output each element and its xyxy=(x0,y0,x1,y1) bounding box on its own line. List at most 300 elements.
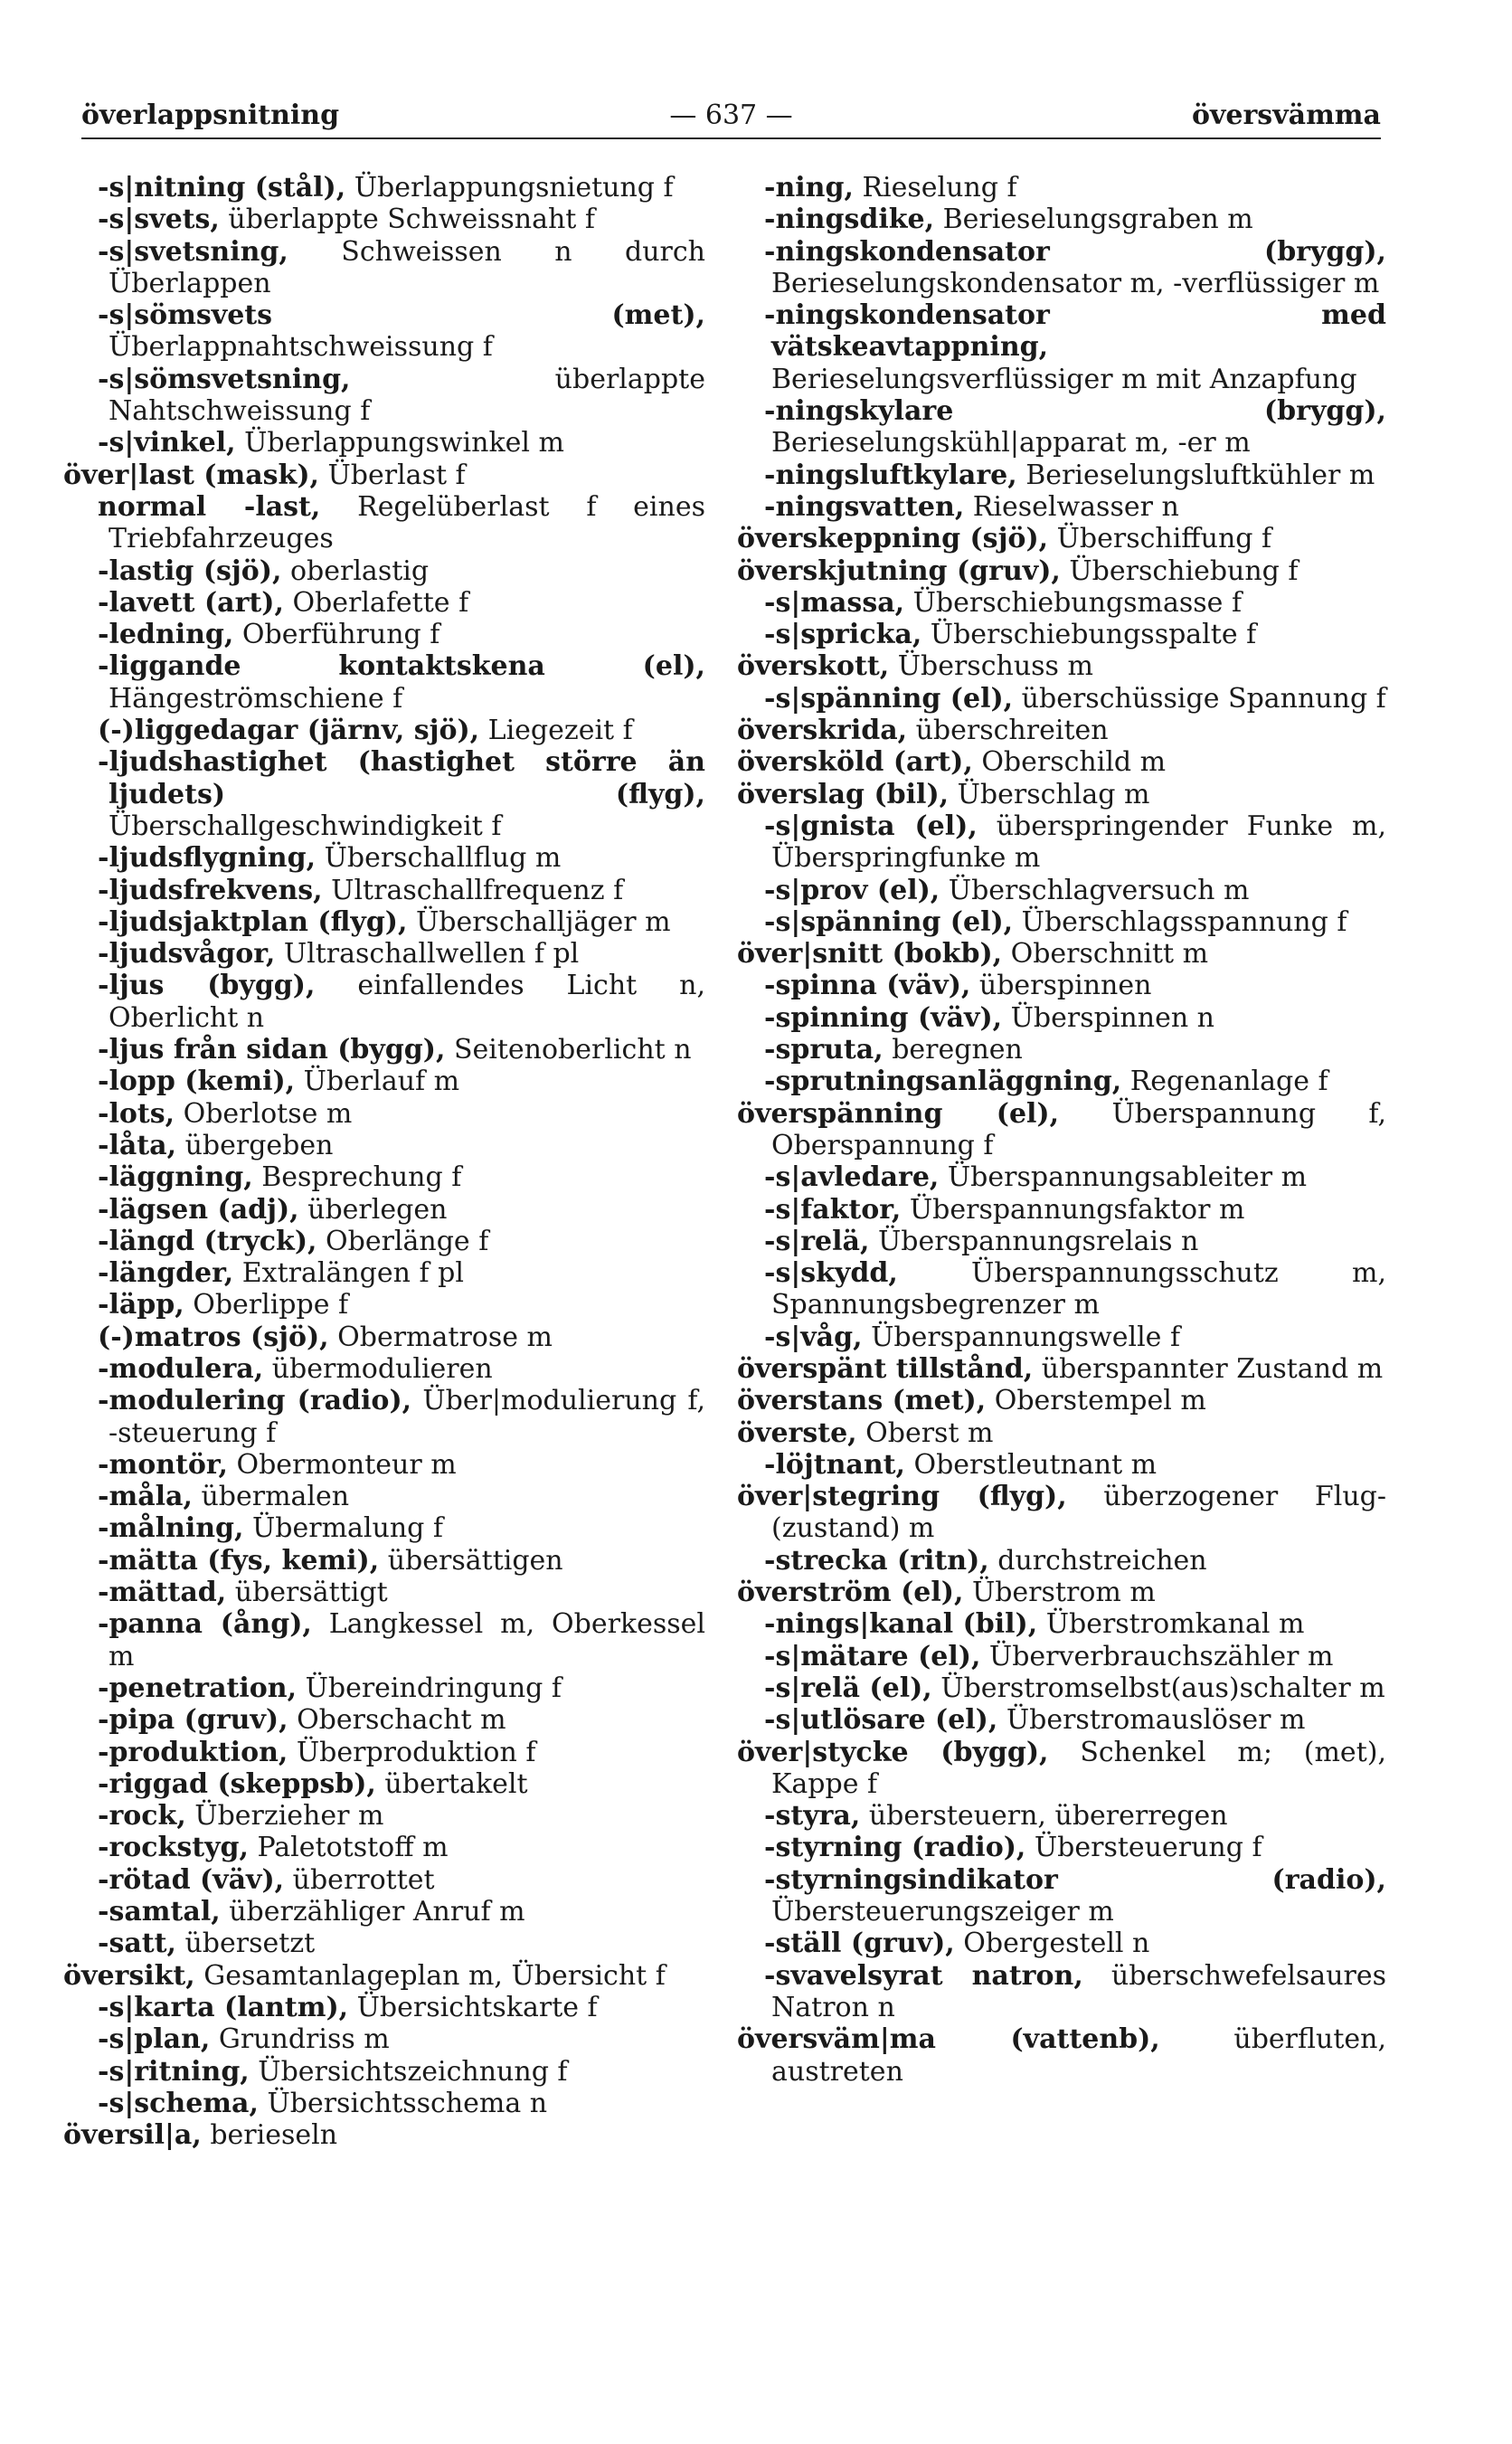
entry-translation: übersteuern, übererregen xyxy=(860,1800,1228,1833)
entry-translation: Oberlafette f xyxy=(283,586,469,619)
entry-headword: -s|sömsvets (met), xyxy=(98,299,705,332)
sub-entry xyxy=(63,938,705,970)
sub-entry xyxy=(737,1002,1386,1034)
entry-headword: -s|skydd, xyxy=(764,1257,898,1290)
entry-translation: Überspannung f, Oberspannung f xyxy=(771,1097,1386,1161)
sub-entry xyxy=(737,1257,1386,1321)
entry-headword: översväm|ma (vattenb), xyxy=(737,2023,1160,2056)
sub-entry xyxy=(737,1960,1386,2024)
entry-translation: Obermatrose m xyxy=(328,1321,553,1353)
entry-headword: översköld (art), xyxy=(737,746,973,779)
entry-headword: överskrida, xyxy=(737,715,908,747)
entry-headword: -strecka (ritn), xyxy=(764,1544,989,1577)
entry-translation: Paletotstoff m xyxy=(248,1832,449,1864)
entry-headword: -ljudsjaktplan (flyg), xyxy=(98,905,408,938)
sub-entry xyxy=(63,1704,705,1736)
entry-translation: Berieselungsgraben m xyxy=(934,204,1253,236)
main-entry xyxy=(737,650,1386,682)
sub-entry xyxy=(63,1992,705,2023)
sub-entry xyxy=(63,555,705,587)
entry-headword: -målning, xyxy=(98,1512,244,1545)
sub-entry xyxy=(63,1098,705,1130)
entry-headword: -styra, xyxy=(764,1800,861,1833)
entry-headword: -s|massa, xyxy=(764,586,905,619)
entry-translation: Besprechung f xyxy=(252,1161,462,1194)
entry-headword: överspänt tillstånd, xyxy=(737,1352,1034,1385)
entry-headword: -s|karta (lantm), xyxy=(98,1991,349,2023)
entry-headword: -ningsdike, xyxy=(764,204,935,236)
sub-entry xyxy=(63,746,705,842)
entry-headword: -ställ (gruv), xyxy=(764,1928,955,1960)
entry-translation: Überverbrauchszähler m xyxy=(980,1640,1334,1672)
main-entry xyxy=(737,1385,1386,1416)
entry-headword: -ledning, xyxy=(98,619,234,651)
main-entry xyxy=(737,715,1386,746)
entry-translation: Extralängen f pl xyxy=(233,1257,464,1290)
entry-headword: -satt, xyxy=(98,1928,176,1960)
sub-entry xyxy=(63,236,705,300)
sub-entry xyxy=(737,1641,1386,1672)
sub-entry xyxy=(737,299,1386,395)
sub-entry xyxy=(737,1449,1386,1481)
entry-translation: Übereindringung f xyxy=(297,1672,562,1704)
entry-translation: Übersteuerungszeiger m xyxy=(771,1896,1114,1928)
entry-translation: überlegen xyxy=(298,1193,448,1226)
sub-entry xyxy=(63,1161,705,1193)
entry-translation: Seitenoberlicht n xyxy=(445,1034,692,1066)
entry-translation: Überschiebungsspalte f xyxy=(921,619,1257,651)
entry-headword: -spruta, xyxy=(764,1034,884,1066)
entry-headword: -s|våg, xyxy=(764,1321,863,1353)
entry-translation: übermodulieren xyxy=(263,1352,493,1385)
sub-entry xyxy=(737,970,1386,1001)
entry-translation: überlappte Schweissnaht f xyxy=(219,204,595,236)
entry-translation: oberlastig xyxy=(281,554,430,587)
entry-translation: Überschlagversuch m xyxy=(940,874,1250,906)
sub-entry xyxy=(63,875,705,906)
entry-translation: Übersichtszeichnung f xyxy=(249,2055,568,2088)
entry-translation: Regelüberlast f eines Triebfahrzeuges xyxy=(109,490,705,555)
entry-headword: -måla, xyxy=(98,1481,193,1513)
sub-entry xyxy=(63,204,705,235)
sub-entry xyxy=(737,1034,1386,1066)
entry-translation: überschreiten xyxy=(907,715,1109,747)
entry-headword: -s|faktor, xyxy=(764,1193,902,1226)
entry-headword: -ljudsfrekvens, xyxy=(98,874,323,906)
main-entry xyxy=(737,1577,1386,1608)
sub-entry xyxy=(737,1226,1386,1257)
left-column xyxy=(63,172,705,2151)
sub-entry xyxy=(63,715,705,746)
sub-entry xyxy=(737,395,1386,459)
entry-translation: Berieselungskondensator m, -verflüssiger m xyxy=(771,267,1380,299)
entry-translation: Über|modulierung f, -steuerung f xyxy=(109,1385,706,1449)
entry-headword: överskott, xyxy=(737,650,890,683)
sub-entry xyxy=(63,1737,705,1768)
main-entry xyxy=(737,1737,1386,1801)
main-entry xyxy=(737,1353,1386,1385)
entry-headword: -samtal, xyxy=(98,1896,221,1928)
entry-translation: Überschiebung f xyxy=(1060,554,1299,587)
entry-translation: überfluten, austreten xyxy=(771,2023,1387,2088)
main-entry xyxy=(737,938,1386,970)
sub-entry xyxy=(737,1672,1386,1704)
entry-translation: Überlappnahtschweissung f xyxy=(109,331,493,364)
entry-headword: -liggande kontaktskena (el), xyxy=(98,650,705,683)
entry-translation: Schweissen n durch Überlappen xyxy=(109,235,705,299)
main-entry xyxy=(737,779,1386,810)
entry-headword: -lots, xyxy=(98,1097,175,1130)
entry-headword: -panna (ång), xyxy=(98,1608,312,1641)
entry-translation: Übersteuerung f xyxy=(1025,1832,1262,1864)
entry-headword: -spinning (väv), xyxy=(764,1001,1003,1034)
entry-headword: (-)liggedagar (järnv, sjö), xyxy=(98,715,480,747)
entry-translation: Obergestell n xyxy=(954,1928,1150,1960)
sub-entry xyxy=(63,427,705,459)
entry-headword: över|snitt (bokb), xyxy=(737,938,1003,971)
entry-translation: Grundriss m xyxy=(210,2023,390,2056)
entry-translation: überlappte Nahtschweissung f xyxy=(109,363,705,428)
main-entry xyxy=(63,1960,705,1992)
entry-headword: -ljudsflygning, xyxy=(98,842,317,875)
entry-headword: -s|gnista (el), xyxy=(764,810,978,842)
entry-headword: -s|relä, xyxy=(764,1225,870,1257)
sub-entry xyxy=(737,1608,1386,1640)
entry-headword: överste, xyxy=(737,1416,857,1449)
entry-headword: -sprutningsanläggning, xyxy=(764,1066,1122,1098)
entry-translation: Überspinnen n xyxy=(1002,1001,1214,1034)
sub-entry xyxy=(737,875,1386,906)
entry-headword: överstans (met), xyxy=(737,1385,987,1417)
entry-translation: übermalen xyxy=(192,1481,350,1513)
sub-entry xyxy=(63,2023,705,2055)
entry-translation: Oberschnitt m xyxy=(1002,938,1209,971)
main-entry xyxy=(63,2119,705,2151)
entry-translation: Überschiffung f xyxy=(1048,523,1272,555)
entry-headword: -ningskondensator (brygg), xyxy=(764,235,1386,268)
entry-translation: Überstromkanal m xyxy=(1037,1608,1305,1641)
entry-headword: -modulering (radio), xyxy=(98,1385,412,1417)
entry-headword: översil|a, xyxy=(63,2119,202,2152)
sub-entry xyxy=(63,1545,705,1577)
main-entry xyxy=(63,459,705,491)
entry-headword: översikt, xyxy=(63,1959,195,1992)
entry-translation: Berieselungsluftkühler m xyxy=(1016,459,1375,491)
sub-entry xyxy=(63,1832,705,1863)
sub-entry xyxy=(737,1161,1386,1193)
entry-translation: Oberst m xyxy=(856,1416,994,1449)
entry-translation: überspannter Zustand m xyxy=(1033,1352,1384,1385)
sub-entry xyxy=(63,906,705,938)
entry-translation: Überschallgeschwindigkeit f xyxy=(109,810,502,842)
entry-translation: übersättigt xyxy=(226,1577,388,1609)
entry-headword: -s|relä (el), xyxy=(764,1672,932,1704)
sub-entry xyxy=(737,459,1386,491)
entry-headword: -läggning, xyxy=(98,1161,253,1194)
entry-headword: -mättad, xyxy=(98,1577,227,1609)
entry-headword: -ningsvatten, xyxy=(764,490,965,523)
main-entry xyxy=(737,1098,1386,1162)
sub-entry xyxy=(63,970,705,1034)
entry-translation: Oberschild m xyxy=(972,746,1167,779)
entry-translation: Übersichtsschema n xyxy=(258,2087,548,2119)
entry-headword: -s|avledare, xyxy=(764,1161,940,1194)
sub-entry xyxy=(63,1896,705,1928)
entry-headword: över|stycke (bygg), xyxy=(737,1736,1049,1768)
entry-headword: överström (el), xyxy=(737,1577,964,1609)
entry-headword: -s|sömsvetsning, xyxy=(98,363,351,395)
entry-headword: överskjutning (gruv), xyxy=(737,554,1061,587)
entry-translation: Überspannungsableiter m xyxy=(939,1161,1308,1194)
entry-headword: -pipa (gruv), xyxy=(98,1704,288,1737)
sub-entry xyxy=(63,1226,705,1257)
entry-headword: -penetration, xyxy=(98,1672,298,1704)
sub-entry xyxy=(63,2056,705,2088)
sub-entry xyxy=(63,1130,705,1161)
entry-translation: Überschlag m xyxy=(949,778,1150,810)
main-entry xyxy=(737,1417,1386,1449)
main-entry xyxy=(737,555,1386,587)
entry-headword: -s|svets, xyxy=(98,204,220,236)
entry-headword: överslag (bil), xyxy=(737,778,950,810)
entry-translation: überzogener Flug-(zustand) m xyxy=(771,1481,1387,1545)
entry-translation: durchstreichen xyxy=(988,1544,1207,1577)
sub-entry xyxy=(737,1194,1386,1226)
entry-headword: (-)matros (sjö), xyxy=(98,1321,329,1353)
entry-translation: überschwefelsaures Natron n xyxy=(771,1959,1387,2023)
entry-headword: -nings|kanal (bil), xyxy=(764,1608,1038,1641)
entry-translation: überzähliger Anruf m xyxy=(220,1896,525,1928)
entry-translation: Ultraschallwellen f pl xyxy=(275,938,580,971)
sub-entry xyxy=(737,1800,1386,1832)
entry-translation: Überschalljäger m xyxy=(407,905,671,938)
entry-translation: überschüssige Spannung f xyxy=(1013,682,1386,715)
main-entry xyxy=(737,746,1386,778)
entry-headword: -s|plan, xyxy=(98,2023,211,2056)
sub-entry xyxy=(737,1545,1386,1577)
sub-entry xyxy=(63,1768,705,1800)
right-column xyxy=(737,172,1386,2088)
entry-headword: -s|ritning, xyxy=(98,2055,250,2088)
running-head-last-entry: översvämma xyxy=(1191,99,1381,131)
sub-entry xyxy=(63,1481,705,1512)
sub-entry xyxy=(737,1832,1386,1863)
sub-entry xyxy=(737,204,1386,235)
entry-translation: Oberlänge f xyxy=(317,1225,489,1257)
entry-translation: Oberlotse m xyxy=(175,1097,353,1130)
sub-entry xyxy=(63,172,705,204)
entry-headword: -ningskondensator med vätskeavtappning, xyxy=(764,299,1386,364)
entry-headword: -ljudsvågor, xyxy=(98,938,276,971)
sub-entry xyxy=(63,1449,705,1481)
entry-translation: übertakelt xyxy=(375,1767,528,1800)
entry-headword: -s|spricka, xyxy=(764,619,922,651)
entry-translation: überrottet xyxy=(284,1863,435,1896)
entry-translation: Überschuss m xyxy=(889,650,1093,683)
entry-translation: berieseln xyxy=(201,2119,338,2152)
entry-translation: Überlappungswinkel m xyxy=(235,427,564,459)
entry-headword: -spinna (väv), xyxy=(764,970,971,1002)
running-head-first-entry: överlappsnitning xyxy=(81,99,340,131)
main-entry xyxy=(737,523,1386,554)
sub-entry xyxy=(63,299,705,364)
entry-headword: -svavelsyrat natron, xyxy=(764,1959,1083,1992)
entry-headword: -s|utlösare (el), xyxy=(764,1704,998,1737)
entry-headword: -ningsluftkylare, xyxy=(764,459,1017,491)
entry-translation: Überspannungsfaktor m xyxy=(901,1193,1245,1226)
entry-translation: Obermonteur m xyxy=(227,1448,457,1481)
sub-entry xyxy=(63,842,705,874)
sub-entry xyxy=(63,2088,705,2119)
entry-translation: Überproduktion f xyxy=(288,1736,536,1768)
entry-headword: -löjtnant, xyxy=(764,1448,905,1481)
entry-headword: -lägsen (adj), xyxy=(98,1193,299,1226)
sub-entry xyxy=(63,1194,705,1226)
entry-translation: Überschiebungsmasse f xyxy=(904,586,1243,619)
sub-entry xyxy=(63,1289,705,1321)
sub-entry xyxy=(737,906,1386,938)
entry-headword: -riggad (skeppsb), xyxy=(98,1767,376,1800)
sub-entry xyxy=(737,1864,1386,1928)
entry-translation: Berieselungsverflüssiger m mit Anzapfung xyxy=(771,363,1357,395)
entry-translation: Oberstleutnant m xyxy=(904,1448,1158,1481)
entry-headword: -låta, xyxy=(98,1129,177,1161)
sub-entry xyxy=(63,1353,705,1385)
entry-headword: överspänning (el), xyxy=(737,1097,1060,1130)
sub-entry xyxy=(63,1800,705,1832)
entry-headword: -rötad (väv), xyxy=(98,1863,285,1896)
entry-translation: Überspannungsschutz m, Spannungsbegrenzer m xyxy=(771,1257,1386,1321)
entry-translation: überspinnen xyxy=(970,970,1152,1002)
sub-entry xyxy=(63,1672,705,1704)
entry-headword: -styrning (radio), xyxy=(764,1832,1026,1864)
entry-headword: -rock, xyxy=(98,1800,186,1833)
sub-entry xyxy=(737,1928,1386,1959)
sub-entry xyxy=(63,1864,705,1896)
sub-entry xyxy=(737,236,1386,300)
entry-translation: Langkessel m, Oberkessel m xyxy=(109,1608,706,1672)
entry-translation: Überlappungsnietung f xyxy=(345,172,674,204)
entry-translation: Überschlagsspannung f xyxy=(1013,905,1347,938)
entry-headword: -s|schema, xyxy=(98,2087,259,2119)
entry-translation: einfallendes Licht n, Oberlicht n xyxy=(109,970,705,1034)
entry-translation: übersättigen xyxy=(379,1544,563,1577)
entry-headword: -ning, xyxy=(764,172,854,204)
entry-translation: Rieselung f xyxy=(853,172,1017,204)
sub-entry xyxy=(737,1704,1386,1736)
entry-translation: beregnen xyxy=(883,1034,1023,1066)
sub-entry xyxy=(63,1321,705,1353)
entry-translation: Regenanlage f xyxy=(1121,1066,1328,1098)
sub-entry xyxy=(63,587,705,619)
sub-entry xyxy=(737,491,1386,523)
sub-entry xyxy=(63,1257,705,1289)
entry-headword: -s|prov (el), xyxy=(764,874,940,906)
entry-translation: Überspannungswelle f xyxy=(862,1321,1181,1353)
main-entry xyxy=(737,2023,1386,2088)
sub-entry xyxy=(737,810,1386,875)
sub-entry xyxy=(63,1512,705,1544)
entry-translation: Oberführung f xyxy=(233,619,440,651)
entry-headword: -s|vinkel, xyxy=(98,427,236,459)
entry-translation: Liegezeit f xyxy=(479,715,633,747)
entry-headword: -s|spänning (el), xyxy=(764,905,1014,938)
entry-headword: -s|mätare (el), xyxy=(764,1640,981,1672)
sub-entry xyxy=(63,1385,705,1449)
entry-translation: Überschallflug m xyxy=(316,842,562,875)
entry-translation: übersetzt xyxy=(175,1928,316,1960)
entry-headword: -rockstyg, xyxy=(98,1832,249,1864)
entry-headword: över|stegring (flyg), xyxy=(737,1481,1067,1513)
entry-headword: -lopp (kemi), xyxy=(98,1066,296,1098)
entry-headword: -läpp, xyxy=(98,1289,184,1321)
entry-translation: Berieselungskühl|apparat m, -er m xyxy=(771,427,1251,459)
entry-translation: überspringender Funke m, Überspringfunke m xyxy=(771,810,1386,875)
entry-translation: Rieselwasser n xyxy=(964,490,1179,523)
entry-translation: Schenkel m; (met), Kappe f xyxy=(771,1736,1386,1800)
entry-headword: -ljus från sidan (bygg), xyxy=(98,1034,446,1066)
entry-headword: -mätta (fys, kemi), xyxy=(98,1544,380,1577)
entry-translation: Überlauf m xyxy=(295,1066,460,1098)
page-header xyxy=(81,92,1381,139)
sub-entry xyxy=(63,364,705,428)
main-entry xyxy=(737,1481,1386,1545)
sub-entry xyxy=(63,1928,705,1959)
page-number: — 637 — xyxy=(669,99,793,131)
sub-entry xyxy=(737,1066,1386,1097)
entry-headword: -ljudshastighet (hastighet större än ljudets) (flyg), xyxy=(98,746,705,810)
entry-translation: Ultraschallfrequenz f xyxy=(322,874,624,906)
entry-headword: -styrningsindikator (radio), xyxy=(764,1863,1386,1896)
entry-headword: -s|spänning (el), xyxy=(764,682,1014,715)
entry-headword: -ningskylare (brygg), xyxy=(764,395,1386,428)
entry-translation: Überspannungsrelais n xyxy=(869,1225,1199,1257)
entry-translation: Oberlippe f xyxy=(184,1289,349,1321)
entry-headword: -s|svetsning, xyxy=(98,235,288,268)
entry-headword: över|last (mask), xyxy=(63,459,319,491)
sub-entry xyxy=(737,587,1386,619)
entry-headword: -lavett (art), xyxy=(98,586,284,619)
entry-headword: -längd (tryck), xyxy=(98,1225,317,1257)
sub-entry xyxy=(63,1034,705,1066)
sub-entry xyxy=(63,1066,705,1097)
entry-translation: Überlast f xyxy=(318,459,466,491)
entry-headword: -längder, xyxy=(98,1257,234,1290)
entry-headword: -ljus (bygg), xyxy=(98,970,316,1002)
entry-translation: Überstromselbst(aus)schalter m xyxy=(931,1672,1385,1704)
sub-entry xyxy=(63,1577,705,1608)
entry-translation: Gesamtanlageplan m, Übersicht f xyxy=(194,1959,666,1992)
sub-entry xyxy=(737,1321,1386,1353)
sub-entry xyxy=(63,650,705,715)
entry-headword: normal -last, xyxy=(98,490,321,523)
sub-entry xyxy=(63,1608,705,1672)
entry-translation: Überstromauslöser m xyxy=(997,1704,1306,1737)
sub-entry xyxy=(63,491,705,555)
entry-headword: -modulera, xyxy=(98,1352,264,1385)
entry-headword: -lastig (sjö), xyxy=(98,554,282,587)
entry-translation: Übersichtskarte f xyxy=(348,1991,598,2023)
entry-headword: överskeppning (sjö), xyxy=(737,523,1049,555)
sub-entry xyxy=(737,619,1386,650)
entry-headword: -montör, xyxy=(98,1448,228,1481)
entry-translation: Oberstempel m xyxy=(986,1385,1206,1417)
sub-entry xyxy=(737,172,1386,204)
entry-headword: -produktion, xyxy=(98,1736,288,1768)
entry-translation: Hängeströmschiene f xyxy=(109,682,403,715)
sub-entry xyxy=(63,619,705,650)
entry-headword: -s|nitning (stål), xyxy=(98,172,346,204)
